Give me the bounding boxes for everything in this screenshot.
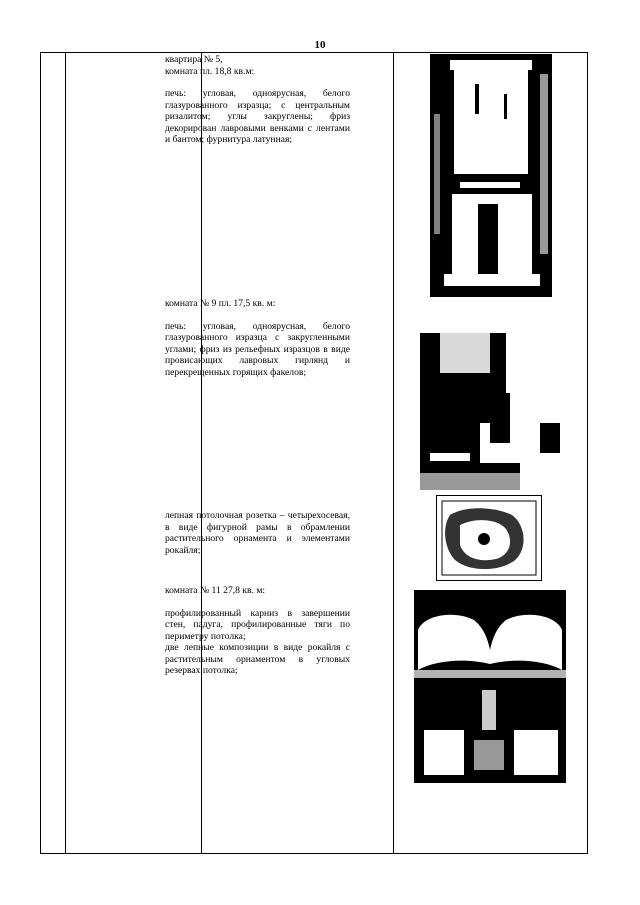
column-divider <box>393 53 394 853</box>
entry-description: печь: угловая, одноярусная, белого глазурованного изразца; с центральным ризалитом; углы закруглены; фриз декорирован лавровыми венками с лентами и бантом; фурнитура латунная; <box>165 88 350 145</box>
entry-ceiling-rosette <box>165 510 350 556</box>
entry-apartment-5 <box>165 54 350 146</box>
column-divider <box>201 53 202 853</box>
entry-heading: комната № 9 пл. 17,5 кв. м: <box>165 298 276 309</box>
entry-heading: квартира № 5, <box>165 54 223 65</box>
ceiling-photo-room-11 <box>414 590 566 783</box>
entry-description-2: две лепные композиции в виде рокайля с растительным орнаментом в угловых резервах потолка; <box>165 642 350 676</box>
page-number: 10 <box>314 39 326 51</box>
entry-heading: комната № 11 27,8 кв. м: <box>165 585 266 596</box>
stove-photo-room-9 <box>420 303 560 490</box>
entry-room-11 <box>165 585 350 677</box>
rosette-photo <box>436 495 542 581</box>
column-divider <box>65 53 66 853</box>
entry-description: профилированный карниз в завершении стен, падуга, профилированные тяги по периметру потолка; <box>165 607 350 642</box>
entry-description: печь: угловая, одноярусная, белого глазурованного изразца с закругленными углами; фриз из рельефных изразцов в виде провисающих лавровых гирлянд и перекрещенных горящих факелов; <box>165 320 350 378</box>
stove-photo-room-5 <box>430 54 552 297</box>
entry-room-9 <box>165 298 350 378</box>
entry-subheading: комната пл. 18,8 кв.м: <box>165 65 255 77</box>
entry-description: лепная потолочная розетка – четырехосевая, в виде фигурной рамы в обрамлении растительного орнамента и элементами рокайля; <box>165 510 350 556</box>
